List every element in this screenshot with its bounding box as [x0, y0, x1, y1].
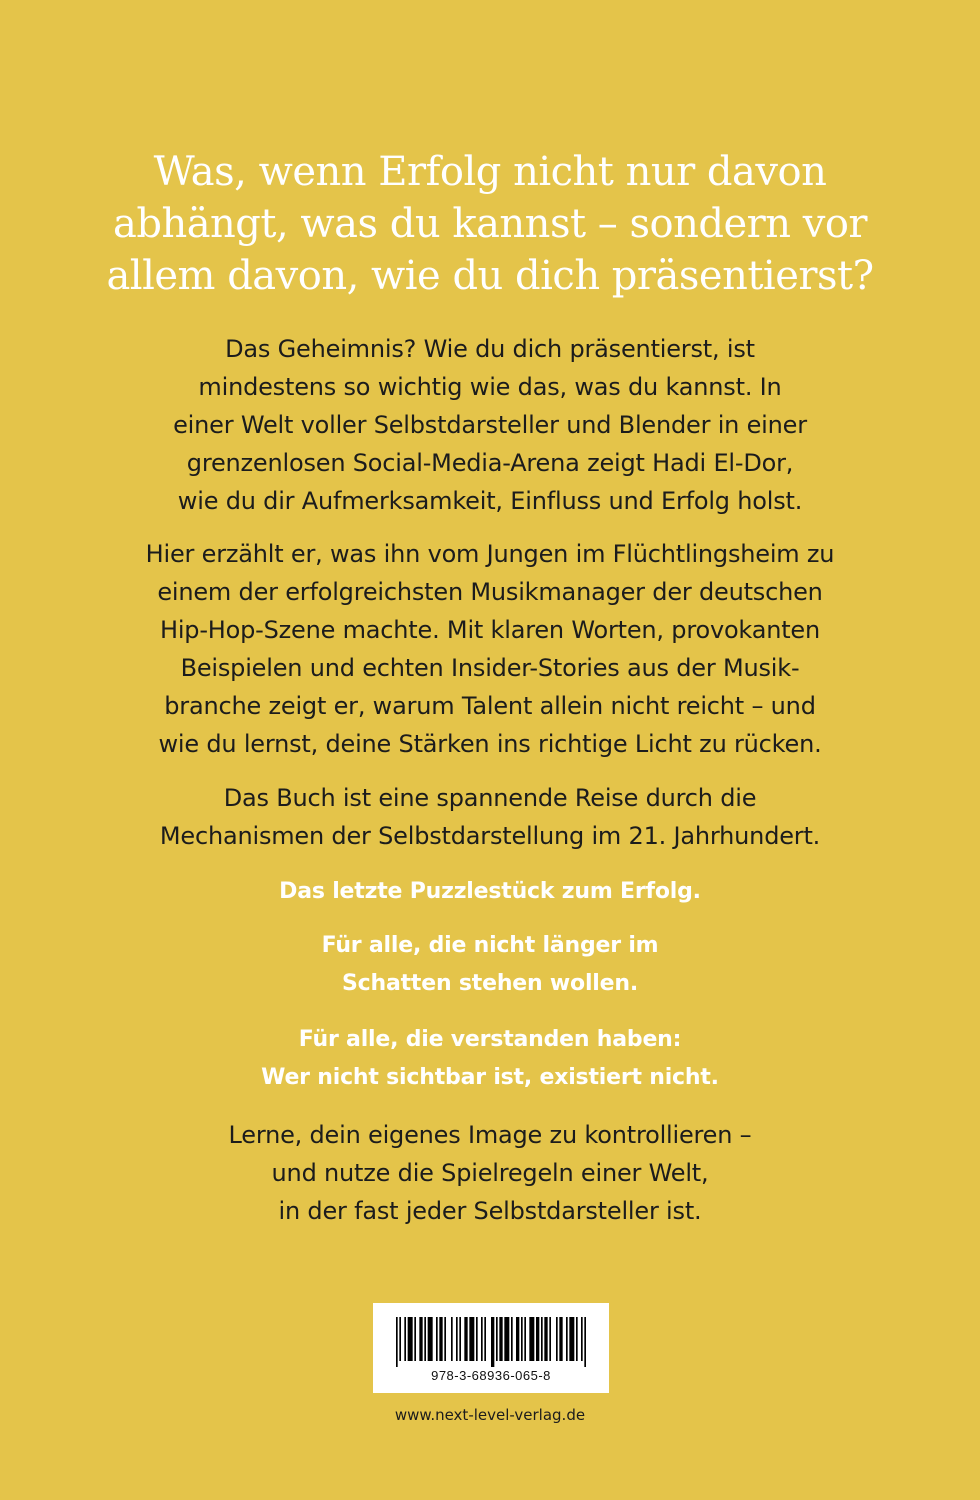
barcode-bar [459, 1317, 461, 1361]
barcode-bar [428, 1317, 433, 1361]
barcode-bar [581, 1317, 583, 1361]
barcode-bar [499, 1317, 502, 1361]
barcode-bar [456, 1317, 458, 1361]
barcode-bar [451, 1317, 453, 1361]
barcode-bar [414, 1317, 416, 1361]
text-line: Für alle, die verstanden haben: [298, 1027, 682, 1052]
barcode-box [373, 1303, 609, 1393]
text-line: branche zeigt er, warum Talent allein nicht reicht – und [164, 692, 816, 720]
barcode-bar [396, 1317, 398, 1367]
text-line: in der fast jeder Selbstdarsteller ist. [278, 1197, 702, 1225]
barcode-bar [399, 1317, 401, 1361]
barcode-bar [419, 1317, 422, 1361]
text-line: einer Welt voller Selbstdarsteller und Blender in einer [173, 411, 807, 439]
text-line: mindestens so wichtig wie das, was du kannst. In [198, 373, 782, 401]
text-line: Schatten stehen wollen. [342, 971, 638, 996]
blurb-paragraph-closing [0, 1116, 980, 1230]
barcode-bar [541, 1317, 543, 1361]
text-line: Lerne, dein eigenes Image zu kontrollieren – [228, 1121, 752, 1149]
text-line: wie du dir Aufmerksamkeit, Einfluss und Erfolg holst. [177, 487, 803, 515]
barcode-bar [484, 1317, 486, 1361]
barcode-bar [404, 1317, 406, 1361]
headline-line: abhängt, was du kannst – sondern vor [112, 201, 868, 247]
barcode-bar [544, 1317, 547, 1361]
text-line: Das letzte Puzzlestück zum Erfolg. [279, 879, 701, 904]
barcode-bar [504, 1317, 509, 1361]
text-line: Das Geheimnis? Wie du dich präsentierst, ist [225, 335, 755, 363]
barcode-bar [521, 1317, 523, 1361]
text-line: einem der erfolgreichsten Musikmanager der deutschen [157, 578, 823, 606]
barcode-bar [576, 1317, 578, 1361]
headline-line: allem davon, wie du dich präsentierst? [106, 253, 874, 299]
text-line: Das Buch ist eine spannende Reise durch die [223, 784, 757, 812]
text-line: Mechanismen der Selbstdarstellung im 21. Jahrhundert. [159, 822, 821, 850]
text-line: Hip-Hop-Szene machte. Mit klaren Worten, provokanten [159, 616, 821, 644]
blurb-paragraph-secret [0, 330, 980, 520]
text-line: wie du lernst, deine Stärken ins richtige Licht zu rücken. [158, 730, 822, 758]
text-line: Wer nicht sichtbar ist, existiert nicht. [261, 1065, 719, 1090]
text-line: und nutze die Spielregeln einer Welt, [271, 1159, 709, 1187]
highlight-puzzle [0, 873, 980, 911]
barcode-bar [566, 1317, 568, 1361]
text-line: grenzenlosen Social-Media-Arena zeigt Hadi El-Dor, [186, 449, 794, 477]
barcode-bar [584, 1317, 586, 1367]
barcode-bar [549, 1317, 551, 1361]
barcode-bar [536, 1317, 539, 1361]
publisher-website: www.next-level-verlag.de [394, 1406, 586, 1424]
barcode-bar [439, 1317, 442, 1361]
blurb-paragraph-story [0, 535, 980, 763]
headline-line: Was, wenn Erfolg nicht nur davon [153, 149, 827, 195]
headline [0, 146, 980, 302]
barcode-icon [396, 1317, 586, 1367]
barcode-bar [481, 1317, 483, 1361]
barcode-bar [511, 1317, 513, 1361]
barcode-bar [436, 1317, 438, 1361]
isbn-number: 978-3-68936-065-8 [431, 1368, 551, 1383]
barcode-bar [464, 1317, 467, 1361]
text-line: Beispielen und echten Insider-Stories aus der Musik- [180, 654, 800, 682]
barcode-bar [559, 1317, 562, 1361]
text-line: Für alle, die nicht länger im [321, 933, 659, 958]
barcode-bar [496, 1317, 498, 1361]
barcode-bar [424, 1317, 426, 1361]
barcode-bar [469, 1317, 474, 1361]
barcode-bar [444, 1317, 446, 1361]
blurb-paragraph-journey [0, 779, 980, 855]
highlight-shadow [0, 927, 980, 1003]
barcode-bar [516, 1317, 519, 1361]
barcode-bar [408, 1317, 413, 1361]
barcode-bar [524, 1317, 526, 1361]
barcode-bar [569, 1317, 574, 1361]
text-line: Hier erzählt er, was ihn vom Jungen im Flüchtlingsheim zu [145, 540, 835, 568]
highlight-visibility [0, 1021, 980, 1097]
barcode-bar [476, 1317, 478, 1361]
barcode-bar [556, 1317, 558, 1361]
barcode-bar [491, 1317, 494, 1367]
barcode-bar [529, 1317, 534, 1361]
